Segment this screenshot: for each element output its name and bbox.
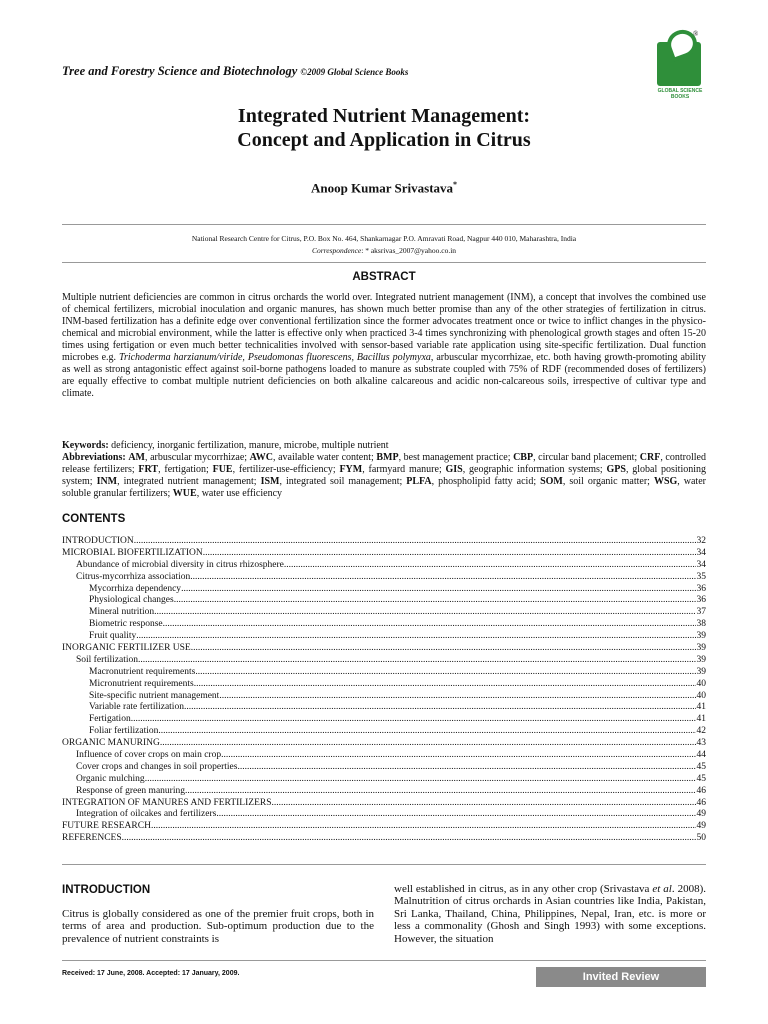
- contents-heading: CONTENTS: [62, 513, 126, 525]
- toc-leader-dots: [181, 584, 695, 596]
- toc-entry-page: 40: [696, 690, 706, 701]
- keywords-text: deficiency, inorganic fertilization, manure, microbe, multiple nutrient: [108, 440, 389, 451]
- abbreviation-definition: , water soluble granular fertilizers;: [62, 476, 706, 499]
- correspondence-label: Correspondence: [311, 246, 362, 255]
- toc-entry-page: 41: [696, 714, 706, 725]
- toc-entry-page: 42: [696, 726, 706, 737]
- abbreviation-definition: , geographic information systems;: [462, 464, 607, 475]
- intro-text: well established in citrus, as in any other crop (Srivastava: [394, 883, 653, 895]
- toc-entry-page: 49: [696, 809, 706, 820]
- toc-entry-page: 38: [696, 619, 706, 630]
- toc-leader-dots: [134, 536, 696, 548]
- toc-entry-page: 34: [696, 547, 706, 558]
- keywords-label: Keywords:: [62, 440, 109, 451]
- abbreviations-label: Abbreviations:: [62, 452, 126, 463]
- toc-entry[interactable]: [62, 619, 706, 631]
- toc-entry-page: 45: [696, 761, 706, 772]
- abbreviation-term: BMP: [376, 452, 399, 463]
- toc-entry-page: 37: [696, 607, 706, 618]
- author: [0, 180, 768, 196]
- toc-leader-dots: [191, 643, 696, 655]
- toc-entry-label: Variable rate fertilization: [89, 702, 184, 713]
- journal-name: Tree and Forestry Science and Biotechnology: [62, 64, 298, 78]
- toc-entry-page: 43: [696, 738, 706, 749]
- toc-entry-label: Fruit quality: [89, 631, 137, 642]
- toc-leader-dots: [160, 738, 696, 750]
- toc-entry-label: Mineral nutrition: [89, 607, 155, 618]
- toc-entry[interactable]: [62, 726, 706, 738]
- toc-entry-label: Mycorrhiza dependency: [89, 583, 182, 594]
- toc-leader-dots: [122, 833, 696, 845]
- toc-entry-page: 39: [696, 643, 706, 654]
- toc-entry-page: 36: [696, 595, 706, 606]
- abstract-text-cont: , arbuscular mycorrhizae, etc. both having growth-promoting ability as well as strong antagonistic effect against soil-borne pathogens loaded to manure as substrate coupled with 75% of RDF (recommended doses of fertilizers) are equally effective to combat multiple nutrient deficiencies on both alkaline calcareous and acidic non-calcareous soils, irrespective of cultivar type and climate.: [62, 352, 707, 399]
- toc-entry[interactable]: [62, 714, 706, 726]
- correspondence-email[interactable]: : * aksrivas_2007@yahoo.co.in: [361, 246, 457, 255]
- abstract: [62, 292, 706, 400]
- abbreviation-term: WUE: [172, 488, 197, 499]
- toc-entry-label: INORGANIC FERTILIZER USE: [62, 643, 191, 654]
- abbreviation-term: WSG: [653, 476, 678, 487]
- toc-leader-dots: [194, 679, 696, 691]
- toc-entry[interactable]: [62, 821, 706, 833]
- toc-entry-label: Abundance of microbial diversity in citrus rhizosphere: [76, 559, 284, 570]
- toc-entry-label: Fertigation: [89, 714, 131, 725]
- toc-entry[interactable]: [62, 631, 706, 643]
- toc-entry-page: 41: [696, 702, 706, 713]
- abbreviation-definition: , fertigation;: [158, 464, 213, 475]
- logo-text-line-1: GLOBAL SCIENCE: [657, 88, 703, 94]
- toc-leader-dots: [221, 750, 695, 762]
- abbreviation-term: INM: [96, 476, 118, 487]
- divider: [62, 864, 706, 865]
- logo-text: [649, 88, 711, 100]
- toc-leader-dots: [237, 762, 695, 774]
- intro-left-column: Citrus is globally considered as one of the premier fruit crops, both in terms of area and production. Sub-optimum production due to the prevalence of nutrient constraints is: [62, 908, 374, 945]
- abbreviation-term: AM: [128, 452, 145, 463]
- abbreviation-term: FUE: [212, 464, 233, 475]
- toc-entry[interactable]: [62, 762, 706, 774]
- abbreviation-term: GIS: [445, 464, 463, 475]
- abbreviation-definition: , controlled release fertilizers;: [62, 452, 706, 475]
- toc-entry[interactable]: [62, 750, 706, 762]
- toc-entry-label: Micronutrient requirements: [89, 678, 194, 689]
- title-line-2: Concept and Application in Citrus: [237, 129, 531, 151]
- abbreviation-definition: , available water content;: [273, 452, 377, 463]
- toc-entry-label: INTEGRATION OF MANURES AND FERTILIZERS: [62, 797, 272, 808]
- toc-entry[interactable]: [62, 607, 706, 619]
- toc-leader-dots: [158, 726, 695, 738]
- toc-leader-dots: [184, 702, 696, 714]
- divider: [62, 262, 706, 263]
- toc-leader-dots: [174, 595, 696, 607]
- toc-entry[interactable]: [62, 798, 706, 810]
- toc-leader-dots: [216, 809, 695, 821]
- abbreviation-term: CBP: [513, 452, 534, 463]
- toc-entry-label: Integration of oilcakes and fertilizers: [76, 809, 217, 820]
- toc-entry[interactable]: [62, 691, 706, 703]
- abbreviation-term: CRF: [639, 452, 661, 463]
- abbreviation-definition: , water use efficiency: [196, 488, 283, 499]
- toc-entry-label: Cover crops and changes in soil properties: [76, 761, 238, 772]
- abbreviation-definition: , farmyard manure;: [362, 464, 446, 475]
- toc-leader-dots: [203, 548, 696, 560]
- abbreviation-term: SOM: [540, 476, 563, 487]
- abbreviation-definition: , fertilizer-use-efficiency;: [232, 464, 340, 475]
- keywords-block: [62, 440, 706, 500]
- correspondence: [0, 246, 768, 255]
- toc-entry-page: 45: [696, 773, 706, 784]
- toc-leader-dots: [219, 691, 695, 703]
- abbreviation-definition: , global positioning system;: [62, 464, 707, 487]
- toc-entry-page: 46: [696, 797, 706, 808]
- abbreviation-term: PLFA: [406, 476, 432, 487]
- toc-entry[interactable]: [62, 774, 706, 786]
- paper-title: [0, 104, 768, 152]
- footer-divider: [62, 960, 706, 961]
- toc-entry-label: Citrus-mycorrhiza association: [76, 571, 191, 582]
- intro-etal: et al: [652, 883, 672, 895]
- abbreviations: [62, 452, 706, 500]
- toc-entry[interactable]: [62, 738, 706, 750]
- abbreviation-definition: , integrated soil management;: [279, 476, 407, 487]
- toc-leader-dots: [195, 667, 695, 679]
- abstract-heading: ABSTRACT: [352, 271, 416, 283]
- abbreviation-term: ISM: [260, 476, 280, 487]
- toc-entry[interactable]: [62, 584, 706, 596]
- toc-leader-dots: [154, 607, 695, 619]
- toc-entry-label: Macronutrient requirements: [89, 666, 196, 677]
- abbreviation-term: GPS: [606, 464, 626, 475]
- abbreviation-term: FRT: [138, 464, 159, 475]
- title-line-1: Integrated Nutrient Management:: [237, 105, 531, 127]
- toc-entry-page: 40: [696, 678, 706, 689]
- intro-text-cont: . 2008). Malnutrition of citrus orchards in Asian countries like India, Pakistan, Sri Lanka, Thailand, China, Philippines, Nepal, Iran, etc. is more or less a commonality (Ghosh and Singh 1993) with some exceptions. However, the situation: [394, 883, 706, 945]
- invited-review-badge: Invited Review: [536, 967, 706, 987]
- copyright: ©2009 Global Science Books: [300, 67, 409, 77]
- toc-leader-dots: [136, 631, 695, 643]
- toc-entry-label: REFERENCES: [62, 833, 122, 844]
- toc-entry[interactable]: [62, 702, 706, 714]
- toc-entry-page: 39: [696, 654, 706, 665]
- toc-entry[interactable]: [62, 595, 706, 607]
- abbreviation-definition: , integrated nutrient management;: [117, 476, 261, 487]
- toc-entry-page: 39: [696, 631, 706, 642]
- toc-entry-label: Biometric response: [89, 619, 163, 630]
- toc-entry-page: 34: [696, 559, 706, 570]
- author-name: Anoop Kumar Srivastava: [310, 180, 454, 196]
- toc-entry-page: 36: [696, 583, 706, 594]
- toc-leader-dots: [190, 572, 695, 584]
- toc-entry-label: Physiological changes: [89, 595, 174, 606]
- received-dates: Received: 17 June, 2008. Accepted: 17 January, 2009.: [62, 970, 240, 977]
- publisher-logo: [655, 30, 705, 102]
- toc-entry-page: 44: [696, 750, 706, 761]
- toc-entry-label: Organic mulching: [76, 773, 145, 784]
- toc-entry-label: Soil fertilization: [76, 654, 139, 665]
- toc-leader-dots: [163, 619, 696, 631]
- toc-leader-dots: [272, 798, 696, 810]
- keywords: [62, 440, 706, 452]
- journal-header: [62, 64, 408, 79]
- intro-right-column: [394, 883, 706, 945]
- toc-entry-label: INTRODUCTION: [62, 536, 134, 546]
- toc-entry-label: Response of green manuring: [76, 785, 185, 796]
- toc-entry[interactable]: [62, 679, 706, 691]
- toc-entry-page: 32: [696, 536, 706, 546]
- abbreviation-definition: , soil organic matter;: [562, 476, 654, 487]
- toc-entry[interactable]: [62, 572, 706, 584]
- toc-entry-page: 46: [696, 785, 706, 796]
- introduction-heading: INTRODUCTION: [62, 884, 151, 896]
- author-mark: *: [453, 180, 458, 189]
- toc-leader-dots: [284, 560, 696, 572]
- toc-entry-label: FUTURE RESEARCH: [62, 821, 151, 832]
- toc-entry[interactable]: [62, 786, 706, 798]
- toc-entry-page: 50: [696, 833, 706, 844]
- toc-entry[interactable]: [62, 667, 706, 679]
- toc-leader-dots: [131, 714, 696, 726]
- toc-entry-label: Influence of cover crops on main crop: [76, 750, 222, 761]
- toc-entry-label: Foliar fertilization: [89, 726, 159, 737]
- toc-entry-page: 39: [696, 666, 706, 677]
- abbreviation-definition: , arbuscular mycorrhizae;: [144, 452, 250, 463]
- toc-entry[interactable]: [62, 643, 706, 655]
- toc-entry[interactable]: [62, 809, 706, 821]
- toc-entry-label: MICROBIAL BIOFERTILIZATION: [62, 547, 203, 558]
- toc-entry[interactable]: [62, 536, 706, 548]
- abstract-text: Multiple nutrient deficiencies are common in citrus orchards the world over. Integrated nutrient management (INM), a concept that involves the combined use of chemical fertilizers, microbial inoculation and organic manures, has shown much better promise than any of the other strategies of fertilization in citrus. INM-based fertilization has a definite edge over conventional fertilization since the former advocates treatment once or twice to inflict changes in the physico-chemical and microbial environment, while the latter is effective only when practiced 3-4 times synchronizing with phenological growth stages and often 15-20 times using fertigation or even much better technicalities involved with sensor-based variable rate application using site-specific fertilization. Dual function microbes e.g.: [62, 292, 706, 363]
- toc-entry-page: 35: [696, 571, 706, 582]
- toc-entry[interactable]: [62, 548, 706, 560]
- abbreviation-term: FYM: [339, 464, 363, 475]
- table-of-contents: [62, 536, 706, 845]
- abstract-species: Trichoderma harzianum/viride, Pseudomonas fluorescens, Bacillus polymyxa: [118, 352, 431, 363]
- toc-leader-dots: [138, 655, 695, 667]
- toc-entry[interactable]: [62, 560, 706, 572]
- affiliation: National Research Centre for Citrus, P.O. Box No. 464, Shankarnagar P.O. Amravati Road, Nagpur 440 010, Maharashtra, India: [191, 234, 577, 243]
- abbreviation-definition: , phospholipid fatty acid;: [431, 476, 541, 487]
- toc-entry[interactable]: [62, 655, 706, 667]
- abbreviation-definition: , best management practice;: [398, 452, 514, 463]
- logo-text-line-2: BOOKS: [670, 94, 690, 100]
- toc-entry-page: 49: [696, 821, 706, 832]
- toc-entry-label: ORGANIC MANURING: [62, 738, 160, 749]
- abbreviation-definition: , circular band placement;: [533, 452, 640, 463]
- toc-entry[interactable]: [62, 833, 706, 845]
- toc-entry-label: Site-specific nutrient management: [89, 690, 220, 701]
- toc-leader-dots: [145, 774, 696, 786]
- toc-leader-dots: [151, 821, 696, 833]
- abbreviation-term: AWC: [249, 452, 273, 463]
- divider: [62, 224, 706, 225]
- toc-leader-dots: [185, 786, 696, 798]
- registered-mark: ®: [693, 30, 699, 38]
